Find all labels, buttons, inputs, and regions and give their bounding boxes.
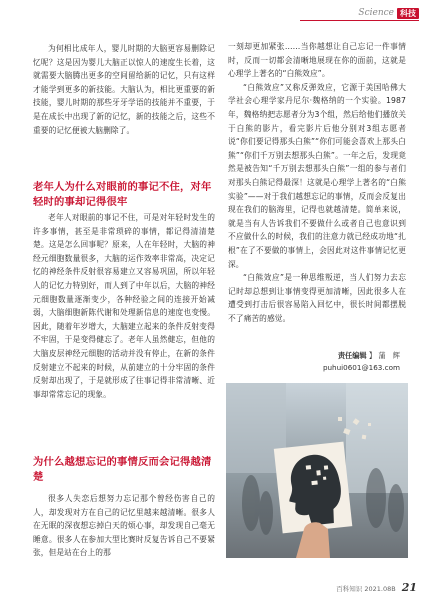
- editor-email: puhui0601@163.com: [322, 363, 400, 372]
- right-paragraph-2: “白熊效应”又称反弹效应，它源于美国哈佛大学社会心理学家丹尼尔·魏格纳的一个实验。1987年，魏格纳把志愿者分为3个组，然后给他们播放关于白熊的影片，看完影片后他分别对3组志愿者说“你们要记得那头白熊”“你们可能会喜欢上那头白熊”“你们千万别去想那头白熊”。一年之后，发现竟然是被告知“千万别去想那头白熊”一组的参与者们对那头白熊记得最深！这就是心理学上著名的“白熊实验”——对于我们越想忘记的事情，反而会反复出现在我们的脑海里，记得也就越清楚。简单来说，就是当有人告诉我们不要做什么或者自己也意识到不应做什么的时候，我们的注意力就已经成功地“扎根”在了不要做的事情上，会因此对这件事情记忆更深。: [228, 82, 406, 269]
- right-paragraph-1: 一刻却更加紧张……当你越想让自己忘记一件事情时，反而一切都会清晰地展现在你的面前，这就是心理学上著名的“白熊效应”。: [228, 42, 406, 79]
- page-footer: [336, 581, 417, 594]
- editor-sep: 】: [368, 351, 377, 360]
- right-column: [228, 40, 406, 325]
- right-paragraph-3: “白熊效应”是一种思维叛逆，当人们努力去忘记时却总想到让事情变得更加清晰，因此很多人在遭受到打击后很容易陷入回忆中，很长时间都摆脱不了痛苦的感觉。: [228, 273, 406, 323]
- editor-role: 责任编辑: [337, 351, 367, 360]
- section-label-cn: 科技: [397, 8, 419, 19]
- intro-block: [33, 42, 215, 137]
- intro-paragraph: 为何相比成年人，婴儿时期的大脑更容易删除记忆呢？这是因为婴儿大脑正以惊人的速度生长着，这就需要大脑腾出更多的空间留给新的记忆，只有这样才能学到更多的新技能。大脑认为，相比更重要的新技能，婴儿时期的那些牙牙学语的技能并不重要，于是在成长中出现了新的记忆，新的技能之后，这些不重要的记忆便被大脑删除了。: [33, 44, 215, 135]
- illustration-photo: [226, 383, 408, 558]
- page-number: 21: [401, 581, 417, 594]
- section1-body-block: [33, 211, 215, 401]
- section-header: [358, 6, 419, 20]
- editor-name: 蒲 辉: [378, 351, 400, 360]
- section-label-en: Science: [358, 8, 394, 18]
- magazine-issue: 百科知识 2021.08B: [336, 585, 396, 593]
- head-silhouette-photo: [226, 383, 408, 558]
- section2-heading: 为什么越想忘记的事情反而会记得越清楚: [33, 456, 212, 483]
- header-rule: [300, 20, 419, 21]
- section1-paragraph: 老年人对眼前的事记不住，可是对年轻时发生的许多事情，甚至是非常琐碎的事情，都记得清清楚楚。这是怎么回事呢？原来，人在年轻时，大脑的神经元细胞数量很多，大脑的运作效率非常高，决定记忆的神经条件反射很容易建立又容易巩固，所以年轻人的记忆力特别好，而人到了中年以后，大脑的神经元细胞数量逐渐变少，各种经验之间的连接开始减弱，大脑细胞新陈代谢和处理新信息的速度也变慢。因此，随着年岁增大，大脑建立起来的条件反射变得不牢固，于是变得健忘了。老年人虽然健忘，但他的大脑皮层神经元细胞的活动并没有停止，在新的条件反射建立不起来的时候，从前建立的十分牢固的条件反射却出现了，于是就形成了往事记得非常清晰、近事却常常忘记的现象。: [33, 213, 215, 399]
- section2-paragraph: 很多人失恋后想努力忘记那个曾经伤害自己的人，却发现对方在自己的记忆里越来越清晰。很多人在无眠的深夜想忘掉白天的烦心事，却发现自己毫无睡意。很多人在参加大型比赛时反复告诉自己不要紧张，但是站在台上的那: [33, 494, 215, 558]
- editor-credit: [228, 350, 400, 374]
- section2-body-block: [33, 492, 215, 560]
- section1-heading: 老年人为什么对眼前的事记不住，对年轻时的事却记得很牢: [33, 181, 212, 208]
